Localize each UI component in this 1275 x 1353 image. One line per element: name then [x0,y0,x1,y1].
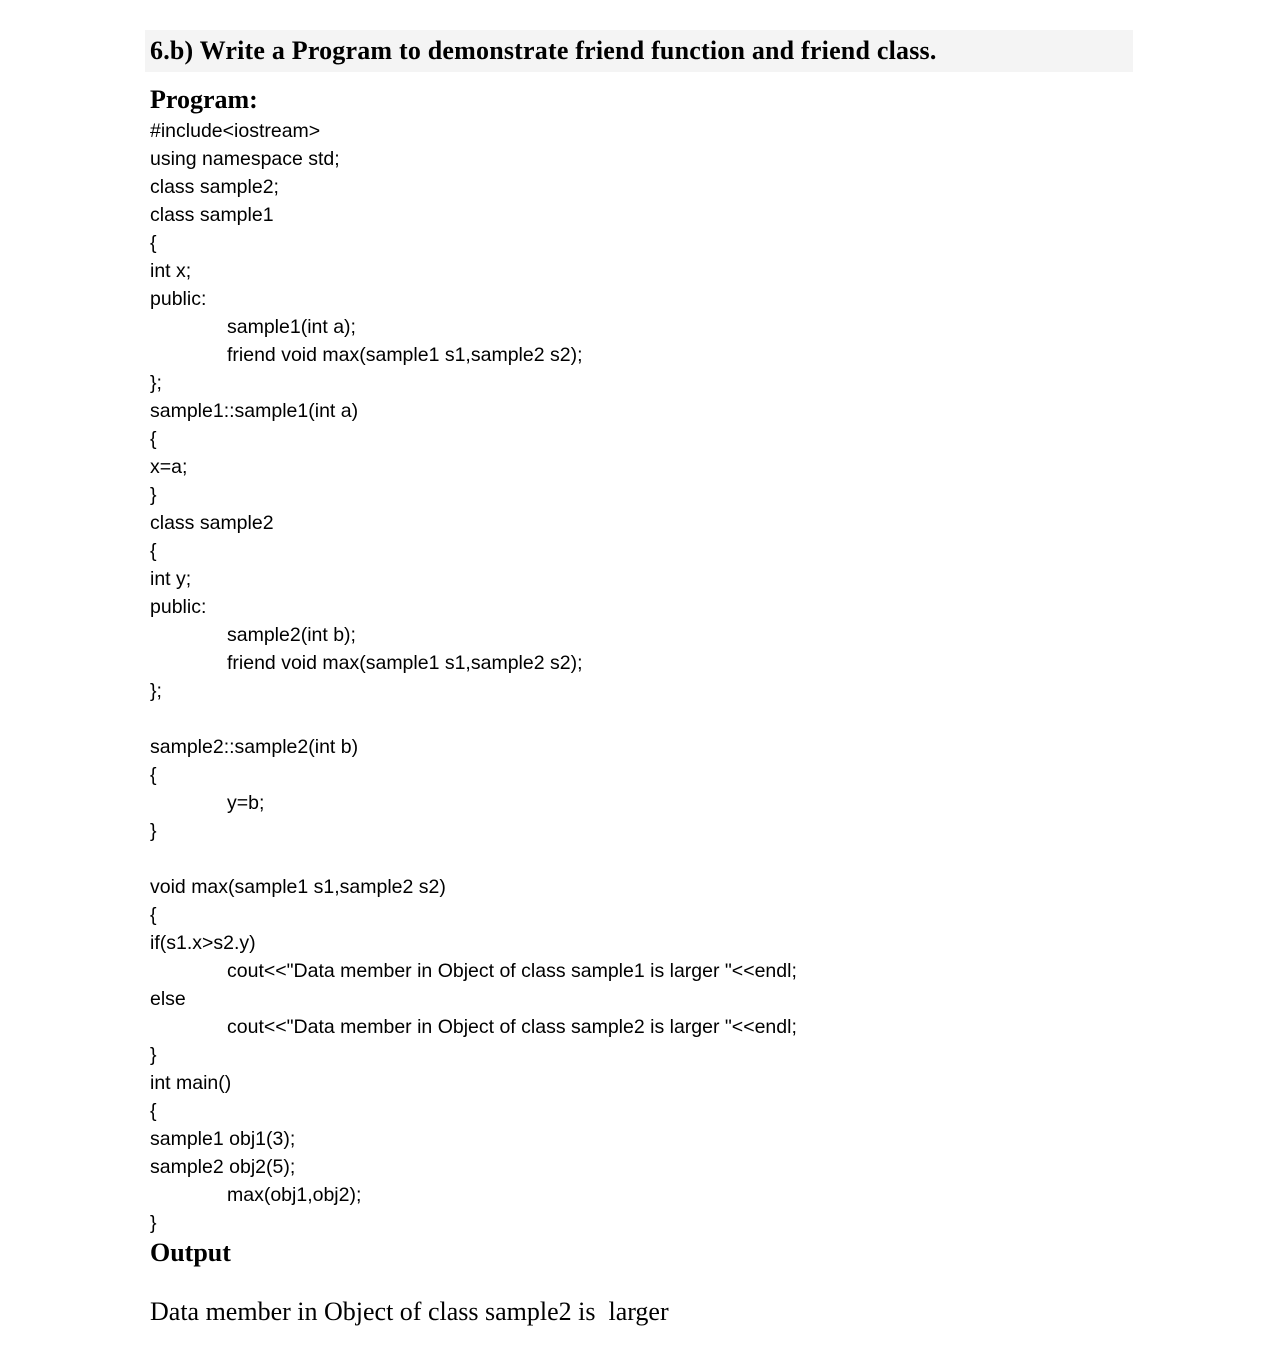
code-line: class sample1 [150,204,274,226]
code-line: sample1 obj1(3); [150,1128,296,1150]
output-result: Data member in Object of class sample2 is larger [150,1297,669,1326]
code-line: { [150,232,157,254]
code-line: { [150,540,157,562]
code-line [150,705,1275,733]
code-line: } [150,1044,157,1066]
code-line: sample2 obj2(5); [150,1156,296,1178]
code-line: { [150,764,157,786]
code-line: { [150,904,157,926]
code-line: class sample2; [150,176,279,198]
code-line: sample2::sample2(int b) [150,736,359,758]
code-line: }; [150,680,162,702]
code-line: int main() [150,1072,232,1094]
code-line: cout<<"Data member in Object of class sample2 is larger "<<endl; [227,1016,797,1038]
code-line: sample1(int a); [227,316,356,338]
code-line: int y; [150,568,192,590]
code-line: sample2(int b); [227,624,356,646]
code-line [150,845,1275,873]
code-line: class sample2 [150,512,274,534]
code-line: max(obj1,obj2); [227,1184,362,1206]
code-line: public: [150,288,207,310]
code-line: friend void max(sample1 s1,sample2 s2); [227,652,583,674]
code-line: { [150,428,157,450]
program-label: Program: [150,85,258,114]
code-line: using namespace std; [150,148,340,170]
code-line: friend void max(sample1 s1,sample2 s2); [227,344,583,366]
code-line: { [150,1100,157,1122]
code-line: x=a; [150,456,188,478]
code-line: public: [150,596,207,618]
code-line: sample1::sample1(int a) [150,400,359,422]
code-line: else [150,988,186,1010]
code-line: y=b; [227,792,265,814]
output-label: Output [150,1238,231,1267]
code-line: #include<iostream> [150,120,321,142]
code-line: if(s1.x>s2.y) [150,932,256,954]
code-listing [150,117,1275,1237]
code-line: } [150,1212,157,1234]
code-line: } [150,820,157,842]
code-line: void max(sample1 s1,sample2 s2) [150,876,446,898]
question-heading: 6.b) Write a Program to demonstrate friend function and friend class. [145,30,1133,72]
code-line: } [150,484,157,506]
code-line: int x; [150,260,192,282]
code-line: cout<<"Data member in Object of class sample1 is larger "<<endl; [227,960,797,982]
code-line: }; [150,372,162,394]
